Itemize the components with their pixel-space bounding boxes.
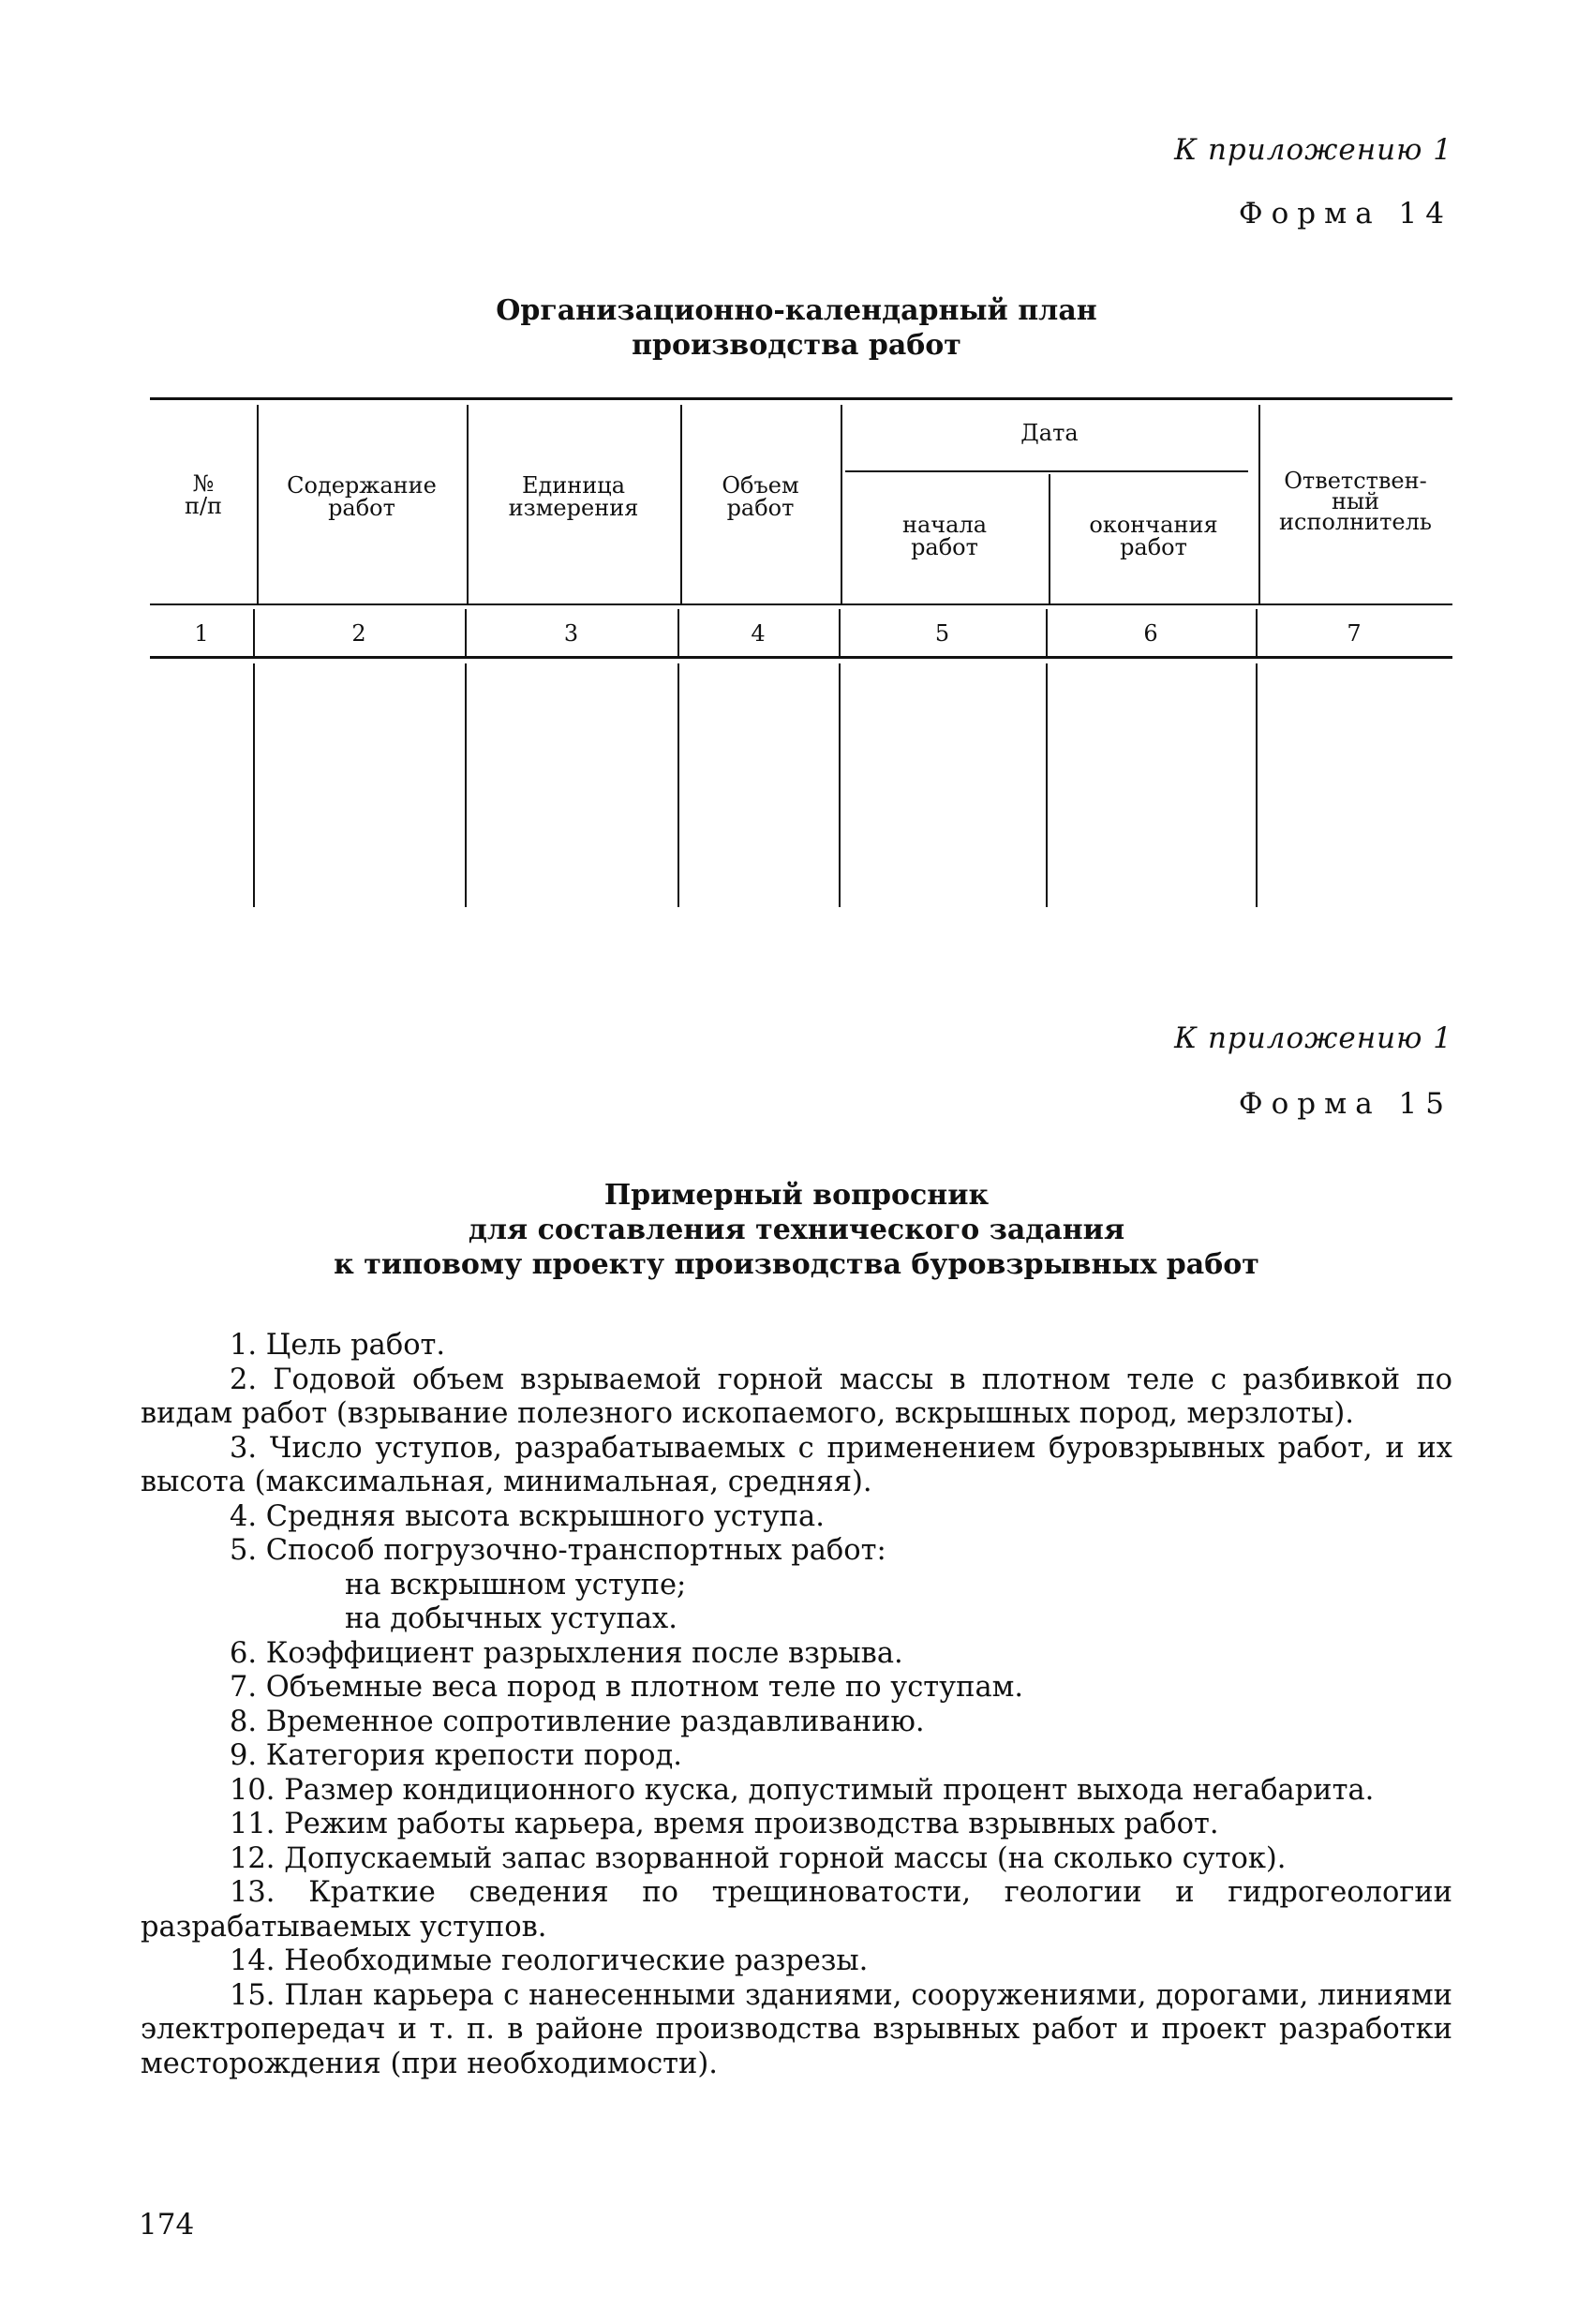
list-item: 1. Цель работ. xyxy=(230,1329,446,1362)
form15-title-line-1: Примерный вопросник xyxy=(603,1179,990,1212)
form14-title xyxy=(0,293,1593,363)
page-number: 174 xyxy=(139,2208,195,2242)
body-divider-2 xyxy=(465,663,467,907)
list-item: 10. Размер кондиционного куска, допустимый процент выхода негабарита. xyxy=(230,1773,1375,1807)
column-number-4: 4 xyxy=(751,620,766,647)
numbers-bottom-rule xyxy=(150,656,1452,659)
list-item: 5. Способ погрузочно-транспортных работ: xyxy=(230,1534,886,1567)
header-responsible xyxy=(1258,468,1452,535)
column-number-5: 5 xyxy=(934,620,950,647)
header-work-content-line-2: работ xyxy=(328,495,395,521)
body-divider-1 xyxy=(253,663,255,907)
list-item: 8. Временное сопротивление раздавливанию. xyxy=(230,1705,925,1738)
table-top-rule xyxy=(150,397,1452,400)
form14-appendix-reference: К приложению 1 xyxy=(1174,133,1452,167)
form14-label: Форма 14 xyxy=(1238,197,1452,231)
questionnaire-list xyxy=(141,1329,1452,2081)
body-divider-3 xyxy=(677,663,679,907)
list-item: 2. Годовой объем взрываемой горной массы в плотном теле с разбивкой по видам работ (взрывание полезного ископаемого, вскрышных пород, мерзлоты). xyxy=(141,1363,1452,1430)
list-item: 13. Краткие сведения по трещиноватости, геологии и гидрогеологии разрабатываемых уступов. xyxy=(141,1876,1452,1944)
list-item: 9. Категория крепости пород. xyxy=(230,1739,682,1772)
list-subitem: на добычных уступах. xyxy=(345,1602,677,1635)
header-volume xyxy=(680,474,841,519)
header-date-end-line-1: окончания xyxy=(1089,512,1218,538)
header-bottom-rule xyxy=(150,603,1452,605)
header-work-content-line-1: Содержание xyxy=(287,472,437,499)
form15-title xyxy=(0,1178,1593,1282)
body-divider-4 xyxy=(839,663,841,907)
form14-title-line-1: Организационно-календарный план xyxy=(496,294,1097,327)
form15-title-line-2: для составления технического задания xyxy=(468,1214,1125,1246)
date-divider-rule xyxy=(845,470,1248,472)
header-row-number xyxy=(150,472,257,517)
list-item: 11. Режим работы карьера, время производства взрывных работ. xyxy=(230,1808,1219,1840)
column-number-2: 2 xyxy=(351,620,366,647)
header-date-start-line-1: начала xyxy=(901,512,988,538)
header-row-number-line-2: п/п xyxy=(184,493,223,519)
header-date-start xyxy=(841,514,1049,559)
header-volume-line-2: работ xyxy=(726,495,795,521)
body-divider-5 xyxy=(1046,663,1048,907)
header-unit-line-1: Единица xyxy=(521,472,626,499)
header-date-start-line-2: работ xyxy=(911,534,978,560)
header-volume-line-1: Объем xyxy=(722,472,799,499)
form14-title-line-2: производства работ xyxy=(632,329,961,362)
list-item: 12. Допускаемый запас взорванной горной массы (на сколько суток). xyxy=(230,1841,1287,1875)
header-date-end-line-2: работ xyxy=(1120,534,1187,560)
header-row-number-line-1: № xyxy=(192,470,215,497)
header-date-group: Дата xyxy=(1020,420,1079,446)
header-responsible-line-1: Ответствен- xyxy=(1284,468,1427,494)
column-number-3: 3 xyxy=(563,620,579,647)
column-number-6: 6 xyxy=(1143,620,1158,647)
header-unit-line-2: измерения xyxy=(508,495,639,521)
form15-title-line-3: к типовому проекту производства буровзрывных работ xyxy=(334,1248,1259,1281)
schedule-table xyxy=(150,384,1452,909)
body-divider-6 xyxy=(1256,663,1258,907)
header-work-content xyxy=(257,474,467,519)
list-subitem: на вскрышном уступе; xyxy=(345,1568,687,1601)
column-number-1: 1 xyxy=(194,620,209,647)
form15-appendix-reference: К приложению 1 xyxy=(1174,1021,1452,1055)
form15-label: Форма 15 xyxy=(1238,1087,1452,1121)
list-item: 15. План карьера с нанесенными зданиями, сооружениями, дорогами, линиями электропередач и т. п. в районе производства взрывных работ и проект разработки месторождения (при необходимости). xyxy=(141,1978,1452,2080)
header-date-end xyxy=(1049,514,1258,559)
header-responsible-line-2: ный xyxy=(1331,488,1380,514)
list-item: 7. Объемные веса пород в плотном теле по уступам. xyxy=(230,1671,1024,1704)
list-item: 3. Число уступов, разрабатываемых с применением буровзрывных работ, и их высота (максимальная, минимальная, средняя). xyxy=(141,1431,1452,1498)
column-number-7: 7 xyxy=(1347,620,1362,647)
header-responsible-line-3: исполнитель xyxy=(1279,509,1432,535)
list-item: 14. Необходимые геологические разрезы. xyxy=(230,1944,869,1977)
list-item: 4. Средняя высота вскрышного уступа. xyxy=(230,1499,825,1533)
list-item: 6. Коэффициент разрыхления после взрыва. xyxy=(230,1636,903,1670)
header-unit xyxy=(467,474,680,519)
